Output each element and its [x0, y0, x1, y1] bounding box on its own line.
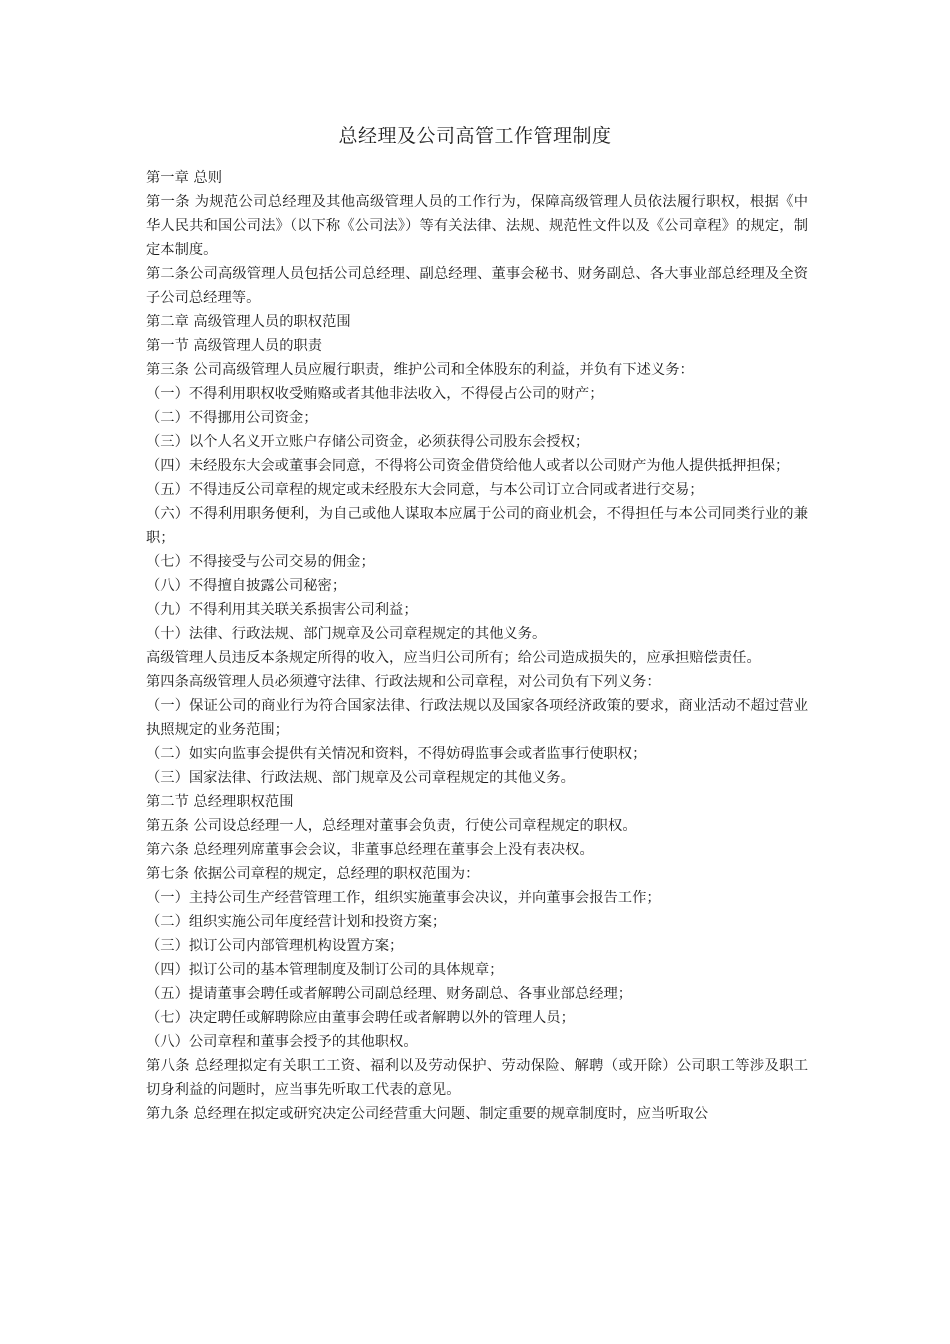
list-item: （九）不得利用其关联关系损害公司利益；	[146, 602, 418, 618]
document-title: 总经理及公司高管工作管理制度	[338, 125, 612, 147]
article-paragraph: 第九条 总经理在拟定或研究决定公司经营重大问题、制定重要的规章制度时，应当听取公	[146, 1106, 709, 1122]
list-item: （三）以个人名义开立账户存储公司资金，必须获得公司股东会授权；	[146, 434, 590, 450]
list-item: （二）不得挪用公司资金；	[146, 410, 318, 426]
article-paragraph: 第八条 总经理拟定有关职工工资、福利以及劳动保护、劳动保险、解聘（或开除）公司职工等涉及职工切身利益的问题时，应当事先听取工代表的意见。	[146, 1058, 808, 1098]
chapter-heading: 第二章 高级管理人员的职权范围	[146, 314, 351, 330]
list-item: （八）公司章程和董事会授予的其他职权。	[146, 1034, 418, 1050]
list-item: （二）组织实施公司年度经营计划和投资方案；	[146, 914, 447, 930]
article-paragraph: 第四条高级管理人员必须遵守法律、行政法规和公司章程，对公司负有下列义务：	[146, 674, 661, 690]
article-paragraph: 第二条公司高级管理人员包括公司总经理、副总经理、董事会秘书、财务副总、各大事业部总经理及全资子公司总经理等。	[146, 266, 808, 306]
list-item: （一）主持公司生产经营管理工作，组织实施董事会决议，并向董事会报告工作；	[146, 890, 661, 906]
list-item: （四）未经股东大会或董事会同意，不得将公司资金借贷给他人或者以公司财产为他人提供抵押担保；	[146, 458, 790, 474]
article-paragraph: 第三条 公司高级管理人员应履行职责，维护公司和全体股东的利益，并负有下述义务：	[146, 362, 694, 378]
article-paragraph: 第七条 依据公司章程的规定，总经理的职权范围为：	[146, 866, 480, 882]
article-paragraph: 第一条 为规范公司总经理及其他高级管理人员的工作行为，保障高级管理人员依法履行职权，根据《中华人民共和国公司法》（以下称《公司法》）等有关法律、法规、规范性文件以及《公司章程》的规定，制定本制度。	[146, 194, 808, 258]
section-heading: 第二节 总经理职权范围	[146, 794, 294, 810]
article-paragraph: 第六条 总经理列席董事会会议，非董事总经理在董事会上没有表决权。	[146, 842, 594, 858]
list-item: （二）如实向监事会提供有关情况和资料，不得妨碍监事会或者监事行使职权；	[146, 746, 647, 762]
list-item: （三）国家法律、行政法规、部门规章及公司章程规定的其他义务。	[146, 770, 575, 786]
article-paragraph: 第五条 公司设总经理一人，总经理对董事会负责，行使公司章程规定的职权。	[146, 818, 637, 834]
list-item: （四）拟订公司的基本管理制度及制订公司的具体规章；	[146, 962, 504, 978]
list-item: （一）不得利用职权收受贿赂或者其他非法收入，不得侵占公司的财产；	[146, 386, 604, 402]
list-item: （十）法律、行政法规、部门规章及公司章程规定的其他义务。	[146, 626, 547, 642]
list-item: （八）不得擅自披露公司秘密；	[146, 578, 347, 594]
list-item: （一）保证公司的商业行为符合国家法律、行政法规以及国家各项经济政策的要求，商业活动不超过营业执照规定的业务范围；	[146, 698, 808, 738]
article-paragraph: 高级管理人员违反本条规定所得的收入，应当归公司所有；给公司造成损失的，应承担赔偿责任。	[146, 650, 761, 666]
list-item: （六）不得利用职务便利，为自己或他人谋取本应属于公司的商业机会，不得担任与本公司同类行业的兼职；	[146, 506, 808, 546]
chapter-heading: 第一章 总则	[146, 170, 223, 186]
section-heading: 第一节 高级管理人员的职责	[146, 338, 323, 354]
list-item: （五）不得违反公司章程的规定或未经股东大会同意，与本公司订立合同或者进行交易；	[146, 482, 704, 498]
list-item: （五）提请董事会聘任或者解聘公司副总经理、财务副总、各事业部总经理；	[146, 986, 633, 1002]
list-item: （七）决定聘任或解聘除应由董事会聘任或者解聘以外的管理人员；	[146, 1010, 575, 1026]
list-item: （三）拟订公司内部管理机构设置方案；	[146, 938, 404, 954]
document-body	[146, 166, 808, 1126]
list-item: （七）不得接受与公司交易的佣金；	[146, 554, 375, 570]
